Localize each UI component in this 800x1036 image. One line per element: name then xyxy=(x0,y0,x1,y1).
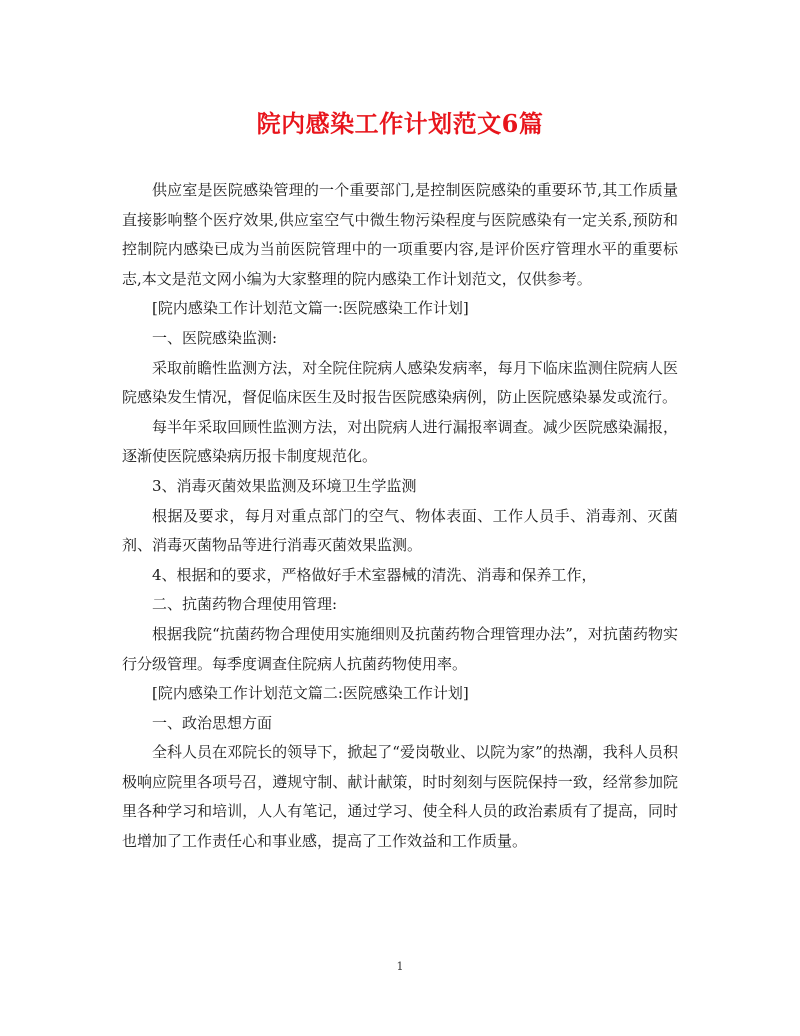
page-number: 1 xyxy=(396,960,404,973)
body-paragraph: 采取前瞻性监测方法，对全院住院病人感染发病率，每月下临床监测住院病人医院感染发生情况，督促临床医生及时报告医院感染病例，防止医院感染暴发或流行。 xyxy=(122,358,678,407)
body-paragraph: 4、根据和的要求，严格做好手术室器械的清洗、消毒和保养工作， xyxy=(152,565,597,584)
subheading: 二、抗菌药物合理使用管理: xyxy=(152,595,338,614)
section-heading: [院内感染工作计划范文篇二:医院感染工作计划] xyxy=(152,684,469,703)
body-paragraph: 根据我院“抗菌药物合理使用实施细则及抗菌药物合理管理办法”，对抗菌药物实行分级管理。每季度调查住院病人抗菌药物使用率。 xyxy=(122,624,678,673)
subheading: 一、政治思想方面 xyxy=(152,713,273,732)
subheading: 3、消毒灭菌效果监测及环境卫生学监测 xyxy=(152,476,417,495)
subheading: 一、医院感染监测: xyxy=(152,328,278,347)
document-title: 院内感染工作计划范文6篇 xyxy=(256,109,544,138)
intro-paragraph: 供应室是医院感染管理的一个重要部门,是控制医院感染的重要环节,其工作质量直接影响整个医疗效果,供应室空气中微生物污染程度与医院感染有一定关系,预防和控制院内感染已成为当前医院管理中的一项重要内容,是评价医疗管理水平的重要标志,本文是范文网小编为大家整理的院内感染工作计划范文，仅供参考。 xyxy=(122,181,678,288)
body-paragraph: 根据及要求，每月对重点部门的空气、物体表面、工作人员手、消毒剂、灭菌剂、消毒灭菌物品等进行消毒灭菌效果监测。 xyxy=(122,506,678,555)
section-heading: [院内感染工作计划范文篇一:医院感染工作计划] xyxy=(152,299,469,318)
body-paragraph: 全科人员在邓院长的领导下，掀起了“爱岗敬业、以院为家”的热潮，我科人员积极响应院里各项号召，遵规守制、献计献策，时时刻刻与医院保持一致，经常参加院里各种学习和培训，人人有笔记，通过学习、使全科人员的政治素质有了提高，同时也增加了工作责任心和事业感，提高了工作效益和工作质量。 xyxy=(122,743,678,851)
body-paragraph: 每半年采取回顾性监测方法，对出院病人进行漏报率调查。减少医院感染漏报，逐渐使医院感染病历报卡制度规范化。 xyxy=(122,417,678,466)
document-body xyxy=(122,176,678,857)
